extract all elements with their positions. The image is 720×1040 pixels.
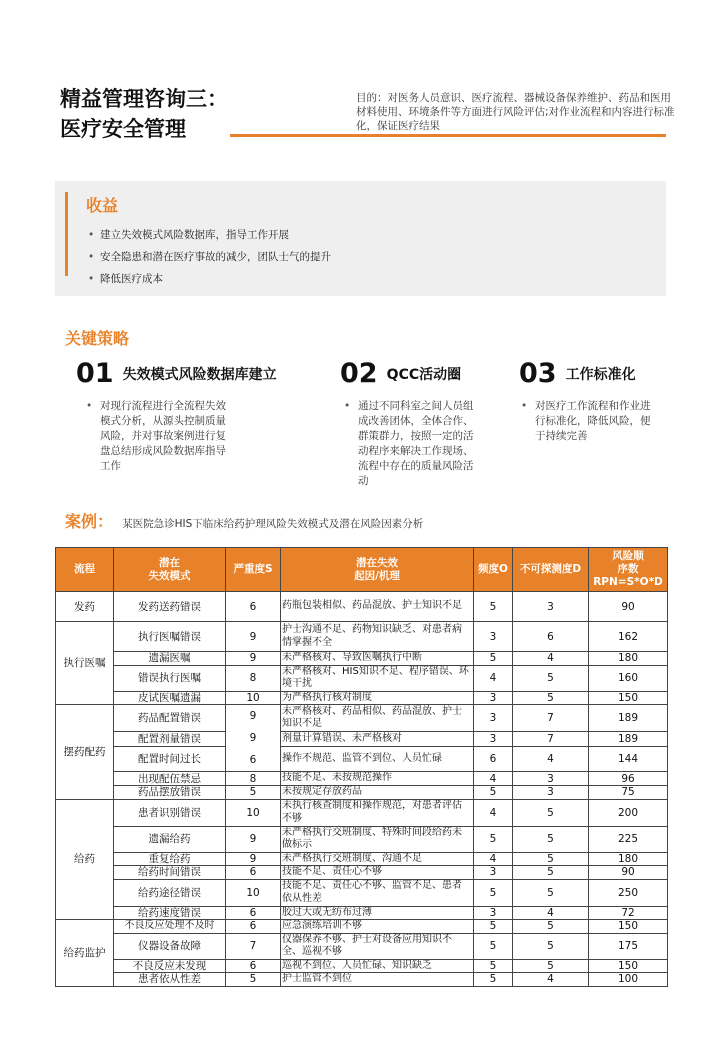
rpn-cell: 150 [589,959,668,973]
cause-cell: 胶过大或无纺布过薄 [281,906,474,920]
table-row [56,665,668,691]
cause-cell: 技能不足、责任心不够、监管不足、患者依从性差 [281,879,474,906]
header-process: 流程 [56,548,114,592]
occurrence-cell: 4 [474,852,513,866]
table-row [56,732,668,746]
occurrence-cell: 3 [474,622,513,652]
severity-cell: 9 [226,622,281,652]
rpn-cell: 162 [589,622,668,652]
table-row [56,920,668,934]
failure-mode-cell: 给药途径错误 [114,879,226,906]
severity-cell: 8 [226,665,281,691]
detection-cell: 3 [513,592,589,622]
cause-cell: 技能不足、未按规范操作 [281,772,474,786]
cause-cell: 为严格执行核对制度 [281,691,474,705]
strategy-item-03 [519,358,679,444]
title-divider [230,134,666,137]
failure-mode-cell: 执行医嘱错误 [114,622,226,652]
header-failure-mode: 潜在 失效模式 [114,548,226,592]
detection-cell: 5 [513,959,589,973]
case-description: 某医院急诊HIS下临床给药护理风险失效模式及潜在风险因素分析 [122,518,424,530]
cause-cell: 操作不规范、监管不到位、人员忙碌 [281,746,474,771]
occurrence-cell: 4 [474,665,513,691]
table-row [56,866,668,880]
failure-mode-cell: 出现配伍禁忌 [114,772,226,786]
table-row [56,879,668,906]
cause-cell: 未严格核对、HIS知识不足、程序错误、环境干扰 [281,665,474,691]
failure-mode-cell: 仪器设备故障 [114,933,226,959]
cause-cell: 仪器保养不够、护士对设备应用知识不全、巡视不够 [281,933,474,959]
occurrence-cell: 5 [474,920,513,934]
occurrence-cell: 5 [474,786,513,800]
cause-cell: 药瓶包装相似、药品混放、护士知识不足 [281,592,474,622]
detection-cell: 5 [513,879,589,906]
severity-cell: 9 [226,826,281,852]
table-row [56,852,668,866]
table-header-row [56,548,668,592]
rpn-cell: 250 [589,879,668,906]
failure-mode-cell: 错误执行医嘱 [114,665,226,691]
header-detection: 不可探测度D [513,548,589,592]
severity-cell: 6 [226,592,281,622]
occurrence-cell: 5 [474,933,513,959]
strategy-number: 01 [76,358,114,389]
detection-cell: 4 [513,652,589,666]
occurrence-cell: 6 [474,746,513,771]
process-cell: 给药监护 [56,920,114,987]
rpn-cell: 175 [589,933,668,959]
cause-cell: 未严格执行交班制度、沟通不足 [281,852,474,866]
failure-mode-cell: 给药速度错误 [114,906,226,920]
detection-cell: 4 [513,906,589,920]
benefits-list [88,224,648,290]
purpose-text: 目的：对医务人员意识、医疗流程、器械设备保养维护、药品和医用材料使用、环境条件等方面进行风险评估;对作业流程和内容进行标准化，保证医疗结果 [356,92,675,132]
table-row [56,746,668,771]
table-row [56,826,668,852]
case-label: 案例： [65,512,114,531]
failure-mode-cell: 药品摆放错误 [114,786,226,800]
failure-mode-cell: 不良反应处理不及时 [114,920,226,934]
occurrence-cell: 3 [474,691,513,705]
table-row [56,933,668,959]
rpn-cell: 180 [589,852,668,866]
detection-cell: 6 [513,622,589,652]
detection-cell: 4 [513,973,589,987]
strategy-description: • 对现行流程进行全流程失效模式分析，从源头控制质量风险，并对事故案例进行复盘总结形成风险数据库指导工作 [84,399,236,474]
strategy-item-01 [76,358,277,474]
rpn-cell: 90 [589,592,668,622]
table-row [56,786,668,800]
failure-mode-cell: 配置时间过长 [114,746,226,771]
occurrence-cell: 3 [474,866,513,880]
occurrence-cell: 5 [474,879,513,906]
detection-cell: 5 [513,665,589,691]
rpn-cell: 144 [589,746,668,771]
failure-mode-cell: 遗漏医嘱 [114,652,226,666]
header-severity: 严重度S [226,548,281,592]
severity-cell: 10 [226,799,281,826]
detection-cell: 5 [513,866,589,880]
header-occurrence: 频度O [474,548,513,592]
strategy-name: 失效模式风险数据库建立 [122,366,277,383]
rpn-cell: 75 [589,786,668,800]
cause-cell: 护士监管不到位 [281,973,474,987]
benefits-title: 收益 [86,196,119,215]
occurrence-cell: 3 [474,906,513,920]
table-row [56,622,668,652]
table-row [56,592,668,622]
occurrence-cell: 4 [474,772,513,786]
cause-cell: 未严格核对、药品相似、药品混放、护士知识不足 [281,705,474,732]
cause-cell: 未执行核查制度和操作规范，对患者评估不够 [281,799,474,826]
failure-mode-cell: 遗漏给药 [114,826,226,852]
table-row [56,906,668,920]
header-rpn: 风险顺 序数 RPN=S*O*D [589,548,668,592]
occurrence-cell: 3 [474,732,513,746]
occurrence-cell: 3 [474,705,513,732]
table-row [56,691,668,705]
failure-mode-cell: 发药送药错误 [114,592,226,622]
severity-cell: 5 [226,973,281,987]
failure-mode-cell: 皮试医嘱遗漏 [114,691,226,705]
severity-cell: 9 [226,852,281,866]
detection-cell: 5 [513,852,589,866]
table-row [56,959,668,973]
rpn-cell: 150 [589,920,668,934]
detection-cell: 5 [513,826,589,852]
detection-cell: 7 [513,705,589,732]
benefit-item: • 降低医疗成本 [88,268,648,290]
severity-cell: 10 [226,879,281,906]
occurrence-cell: 5 [474,959,513,973]
strategy-number: 03 [519,358,557,389]
cause-cell: 未严格执行交班制度、特殊时间段给药未做标示 [281,826,474,852]
strategy-description: • 对医疗工作流程和作业进行标准化，降低风险，便于持续完善 [519,399,659,444]
table-row [56,973,668,987]
severity-cell: 9 [226,652,281,666]
process-cell: 发药 [56,592,114,622]
failure-mode-cell: 给药时间错误 [114,866,226,880]
rpn-cell: 160 [589,665,668,691]
rpn-cell: 150 [589,691,668,705]
process-cell: 摆药配药 [56,705,114,800]
strategy-description: • 通过不同科室之间人员组成改善团体，全体合作、群策群力，按照一定的活动程序来解决工作现场、流程中存在的质量风险活动 [342,399,482,489]
cause-cell: 技能不足、责任心不够 [281,866,474,880]
process-cell: 执行医嘱 [56,622,114,705]
failure-mode-cell: 患者依从性差 [114,973,226,987]
occurrence-cell: 5 [474,826,513,852]
header-cause: 潜在失效 起因/机理 [281,548,474,592]
rpn-cell: 189 [589,732,668,746]
rpn-cell: 90 [589,866,668,880]
table-row [56,772,668,786]
severity-cell: 9 9 6 [226,705,281,772]
rpn-cell: 180 [589,652,668,666]
occurrence-cell: 5 [474,652,513,666]
rpn-cell: 96 [589,772,668,786]
table-row [56,705,668,732]
page-title-line-2: 医疗安全管理 [60,117,186,141]
severity-cell: 6 [226,866,281,880]
table-row [56,652,668,666]
severity-cell: 6 [226,959,281,973]
case-heading [65,509,423,532]
cause-cell: 剂量计算错误、未严格核对 [281,732,474,746]
rpn-cell: 72 [589,906,668,920]
severity-cell: 8 [226,772,281,786]
strategy-number: 02 [340,358,378,389]
failure-mode-cell: 不良反应未发现 [114,959,226,973]
cause-cell: 护士沟通不足、药物知识缺乏、对患者病情掌握不全 [281,622,474,652]
cause-cell: 未按规定存放药品 [281,786,474,800]
detection-cell: 5 [513,933,589,959]
cause-cell: 应急演练培训不够 [281,920,474,934]
rpn-cell: 200 [589,799,668,826]
process-cell: 给药 [56,799,114,920]
detection-cell: 5 [513,691,589,705]
benefit-item: • 安全隐患和潜在医疗事故的减少，团队士气的提升 [88,246,648,268]
strategy-heading: 关键策略 [65,329,130,348]
failure-mode-cell: 药品配置错误 [114,705,226,732]
fmea-table [55,547,668,987]
failure-mode-cell: 患者识别错误 [114,799,226,826]
severity-cell: 5 [226,786,281,800]
detection-cell: 5 [513,799,589,826]
failure-mode-cell: 配置剂量错误 [114,732,226,746]
strategy-name: QCC活动圈 [386,366,462,383]
severity-cell: 6 [226,920,281,934]
rpn-cell: 225 [589,826,668,852]
severity-cell: 7 [226,933,281,959]
detection-cell: 3 [513,786,589,800]
occurrence-cell: 5 [474,592,513,622]
rpn-cell: 100 [589,973,668,987]
cause-cell: 未严格核对、导致医嘱执行中断 [281,652,474,666]
rpn-cell: 189 [589,705,668,732]
detection-cell: 3 [513,772,589,786]
failure-mode-cell: 重复给药 [114,852,226,866]
page-title-line-1: 精益管理咨询三： [60,87,228,111]
detection-cell: 4 [513,746,589,771]
cause-cell: 巡视不到位、人员忙碌、知识缺乏 [281,959,474,973]
benefits-accent-bar [65,192,68,276]
severity-cell: 6 [226,906,281,920]
benefit-item: • 建立失效模式风险数据库，指导工作开展 [88,224,648,246]
table-row [56,799,668,826]
strategy-name: 工作标准化 [565,366,636,383]
occurrence-cell: 4 [474,799,513,826]
occurrence-cell: 5 [474,973,513,987]
strategy-item-02 [340,358,510,489]
detection-cell: 7 [513,732,589,746]
detection-cell: 5 [513,920,589,934]
severity-cell: 10 [226,691,281,705]
